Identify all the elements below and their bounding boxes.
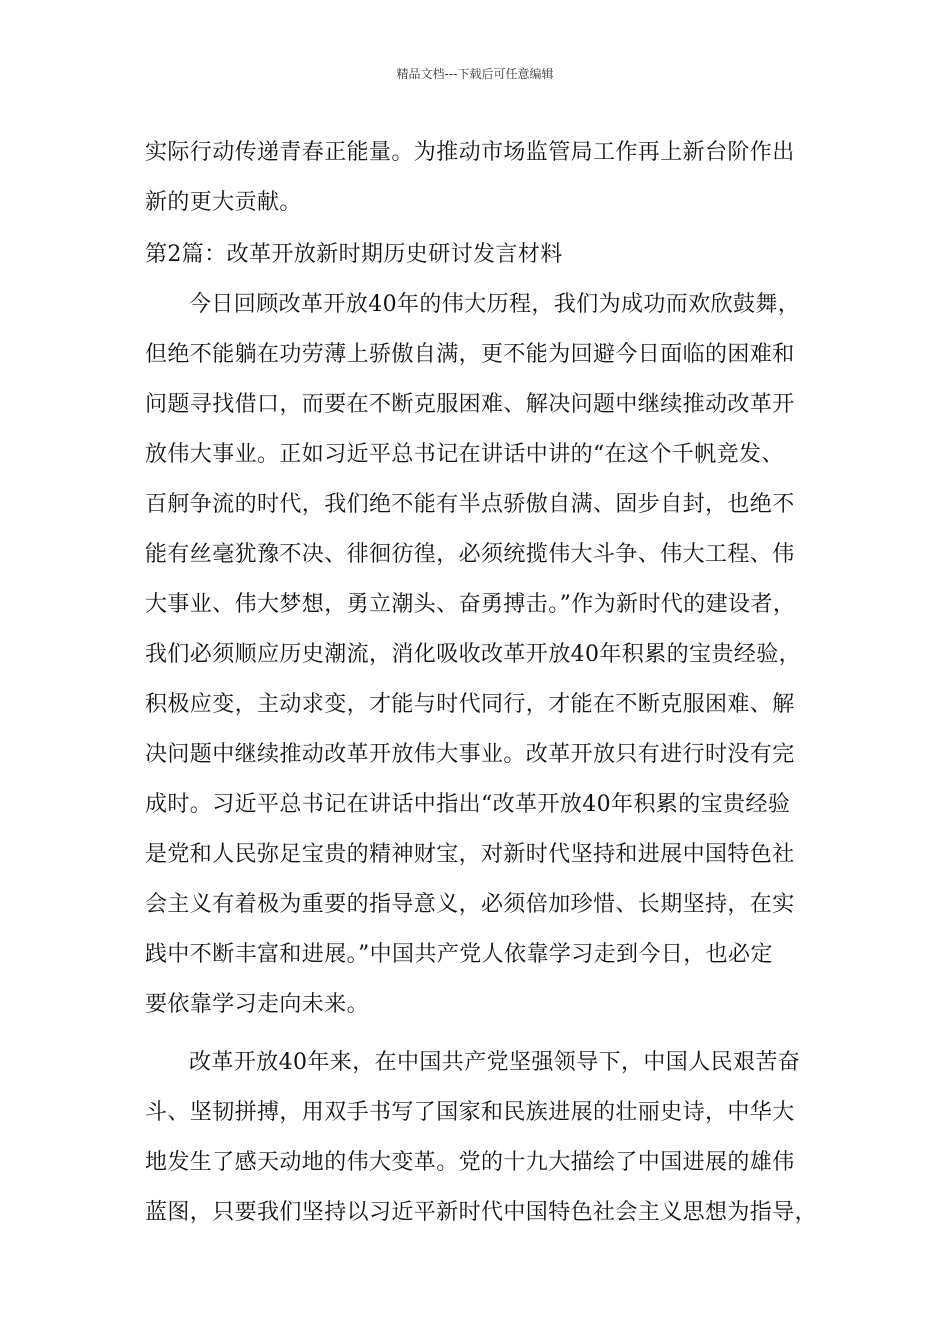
text-line: 蓝图，只要我们坚持以习近平新时代中国特色社会主义思想为指导，: [145, 1200, 818, 1225]
text-line: 会主义有着极为重要的指导意义，必须倍加珍惜、长期坚持，在实: [145, 892, 795, 917]
text-line: 改革开放40年来，在中国共产党坚强领导下，中国人民艰苦奋: [189, 1050, 801, 1075]
text-line: 斗、坚韧拼搏，用双手书写了国家和民族进展的壮丽史诗，中华大: [145, 1100, 795, 1125]
text-line: 是党和人民弥足宝贵的精神财宝，对新时代坚持和进展中国特色社: [145, 842, 795, 867]
text-line: 积极应变，主动求变，才能与时代同行，才能在不断克服困难、解: [145, 692, 795, 717]
text-line: 成时。习近平总书记在讲话中指出“改革开放40年积累的宝贵经验: [145, 792, 791, 817]
text-line: 我们必须顺应历史潮流，消化吸收改革开放40年积累的宝贵经验，: [145, 642, 801, 667]
text-line: 践中不断丰富和进展。”中国共产党人依靠学习走到今日，也必定: [145, 942, 773, 967]
text-line: 能有丝毫犹豫不决、徘徊彷徨，必须统揽伟大斗争、伟大工程、伟: [145, 542, 795, 567]
continuation-paragraph: [145, 128, 825, 228]
text-line: 问题寻找借口，而要在不断克服困难、解决问题中继续推动改革开: [145, 392, 795, 417]
text-line: 地发生了感天动地的伟大变革。党的十九大描绘了中国进展的雄伟: [145, 1150, 795, 1175]
text-line: 实际行动传递青春正能量。为推动市场监管局工作再上新台阶作出: [145, 140, 795, 165]
text-line: 决问题中继续推动改革开放伟大事业。改革开放只有进行时没有完: [145, 742, 795, 767]
text-line: 今日回顾改革开放40年的伟大历程，我们为成功而欢欣鼓舞，: [189, 292, 801, 317]
text-line: 百舸争流的时代，我们绝不能有半点骄傲自满、固步自封，也绝不: [145, 492, 795, 517]
text-line: 但绝不能躺在功劳薄上骄傲自满，更不能为回避今日面临的困难和: [145, 342, 795, 367]
paragraph-2: [145, 1038, 825, 1238]
text-line: 大事业、伟大梦想，勇立潮头、奋勇搏击。”作为新时代的建设者，: [145, 592, 796, 617]
paragraph-1: [145, 280, 825, 1030]
text-line: 要依靠学习走向未来。: [145, 992, 370, 1017]
document-body: [145, 128, 825, 1238]
page-header: 精品文档---下载后可任意编辑: [396, 67, 554, 81]
text-line: 新的更大贡献。: [145, 190, 302, 215]
text-line: 放伟大事业。正如习近平总书记在讲话中讲的“在这个千帆竞发、: [145, 442, 784, 467]
section-heading: 第2篇：改革开放新时期历史研讨发言材料: [145, 242, 563, 267]
